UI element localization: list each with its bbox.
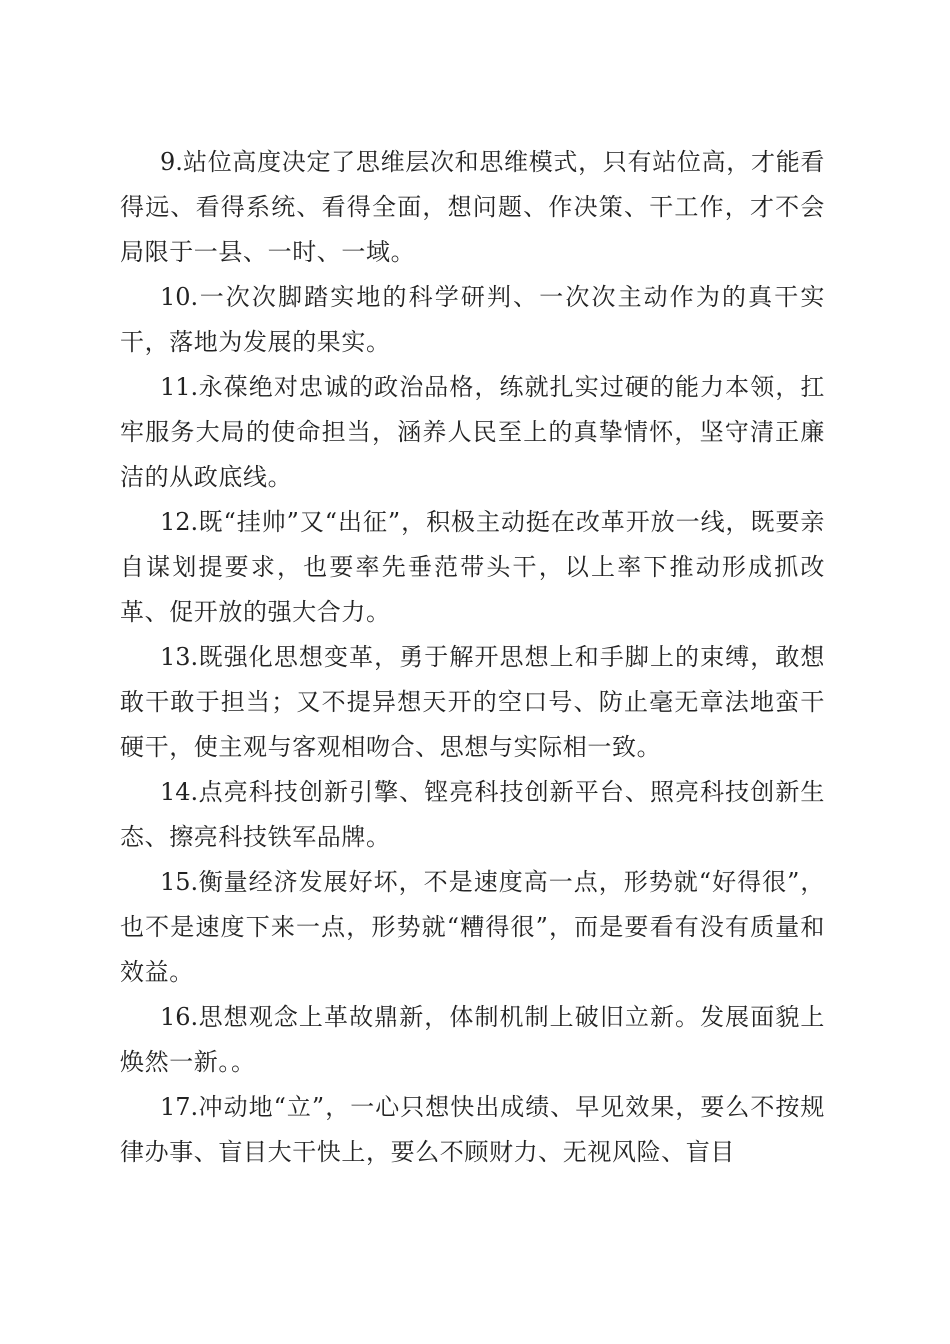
paragraph-14 xyxy=(120,770,825,860)
paragraph-15 xyxy=(120,860,825,995)
paragraph-text: 点亮科技创新引擎、铿亮科技创新平台、照亮科技创新生态、擦亮科技铁军品牌。 xyxy=(120,778,825,851)
paragraph-text: 既“挂帅”又“出征”，积极主动挺在改革开放一线，既要亲自谋划提要求，也要率先垂范带头干，以上率下推动形成抓改革、促开放的强大合力。 xyxy=(120,508,825,626)
paragraph-16 xyxy=(120,995,825,1085)
paragraph-10 xyxy=(120,275,825,365)
paragraph-number: 13. xyxy=(160,643,199,671)
paragraph-17 xyxy=(120,1085,825,1175)
paragraph-number: 12. xyxy=(160,508,199,536)
paragraph-text: 站位高度决定了思维层次和思维模式，只有站位高，才能看得远、看得系统、看得全面，想问题、作决策、干工作，才不会局限于一县、一时、一域。 xyxy=(120,148,825,266)
paragraph-9 xyxy=(120,140,825,275)
paragraph-text: 永葆绝对忠诚的政治品格，练就扎实过硬的能力本领，扛牢服务大局的使命担当，涵养人民至上的真挚情怀，坚守清正廉洁的从政底线。 xyxy=(120,373,825,491)
paragraph-number: 10. xyxy=(160,283,199,311)
paragraph-11 xyxy=(120,365,825,500)
paragraph-text: 衡量经济发展好坏，不是速度高一点，形势就“好得很”，也不是速度下来一点，形势就“糟得很”，而是要看有没有质量和效益。 xyxy=(120,868,825,986)
paragraph-number: 16. xyxy=(160,1003,199,1031)
paragraph-number: 15. xyxy=(160,868,199,896)
document-page xyxy=(120,140,825,1175)
paragraph-text: 一次次脚踏实地的科学研判、一次次主动作为的真干实干，落地为发展的果实。 xyxy=(120,283,825,356)
paragraph-text: 既强化思想变革，勇于解开思想上和手脚上的束缚，敢想敢干敢于担当；又不提异想天开的空口号、防止毫无章法地蛮干硬干，使主观与客观相吻合、思想与实际相一致。 xyxy=(120,643,825,761)
paragraph-12 xyxy=(120,500,825,635)
paragraph-number: 11. xyxy=(160,373,199,401)
paragraph-number: 14. xyxy=(160,778,199,806)
paragraph-text: 冲动地“立”，一心只想快出成绩、早见效果，要么不按规律办事、盲目大干快上，要么不顾财力、无视风险、盲目 xyxy=(120,1093,825,1166)
paragraph-number: 9. xyxy=(160,148,183,176)
paragraph-text: 思想观念上革故鼎新，体制机制上破旧立新。发展面貌上焕然一新。。 xyxy=(120,1003,825,1076)
paragraph-number: 17. xyxy=(160,1093,199,1121)
paragraph-13 xyxy=(120,635,825,770)
